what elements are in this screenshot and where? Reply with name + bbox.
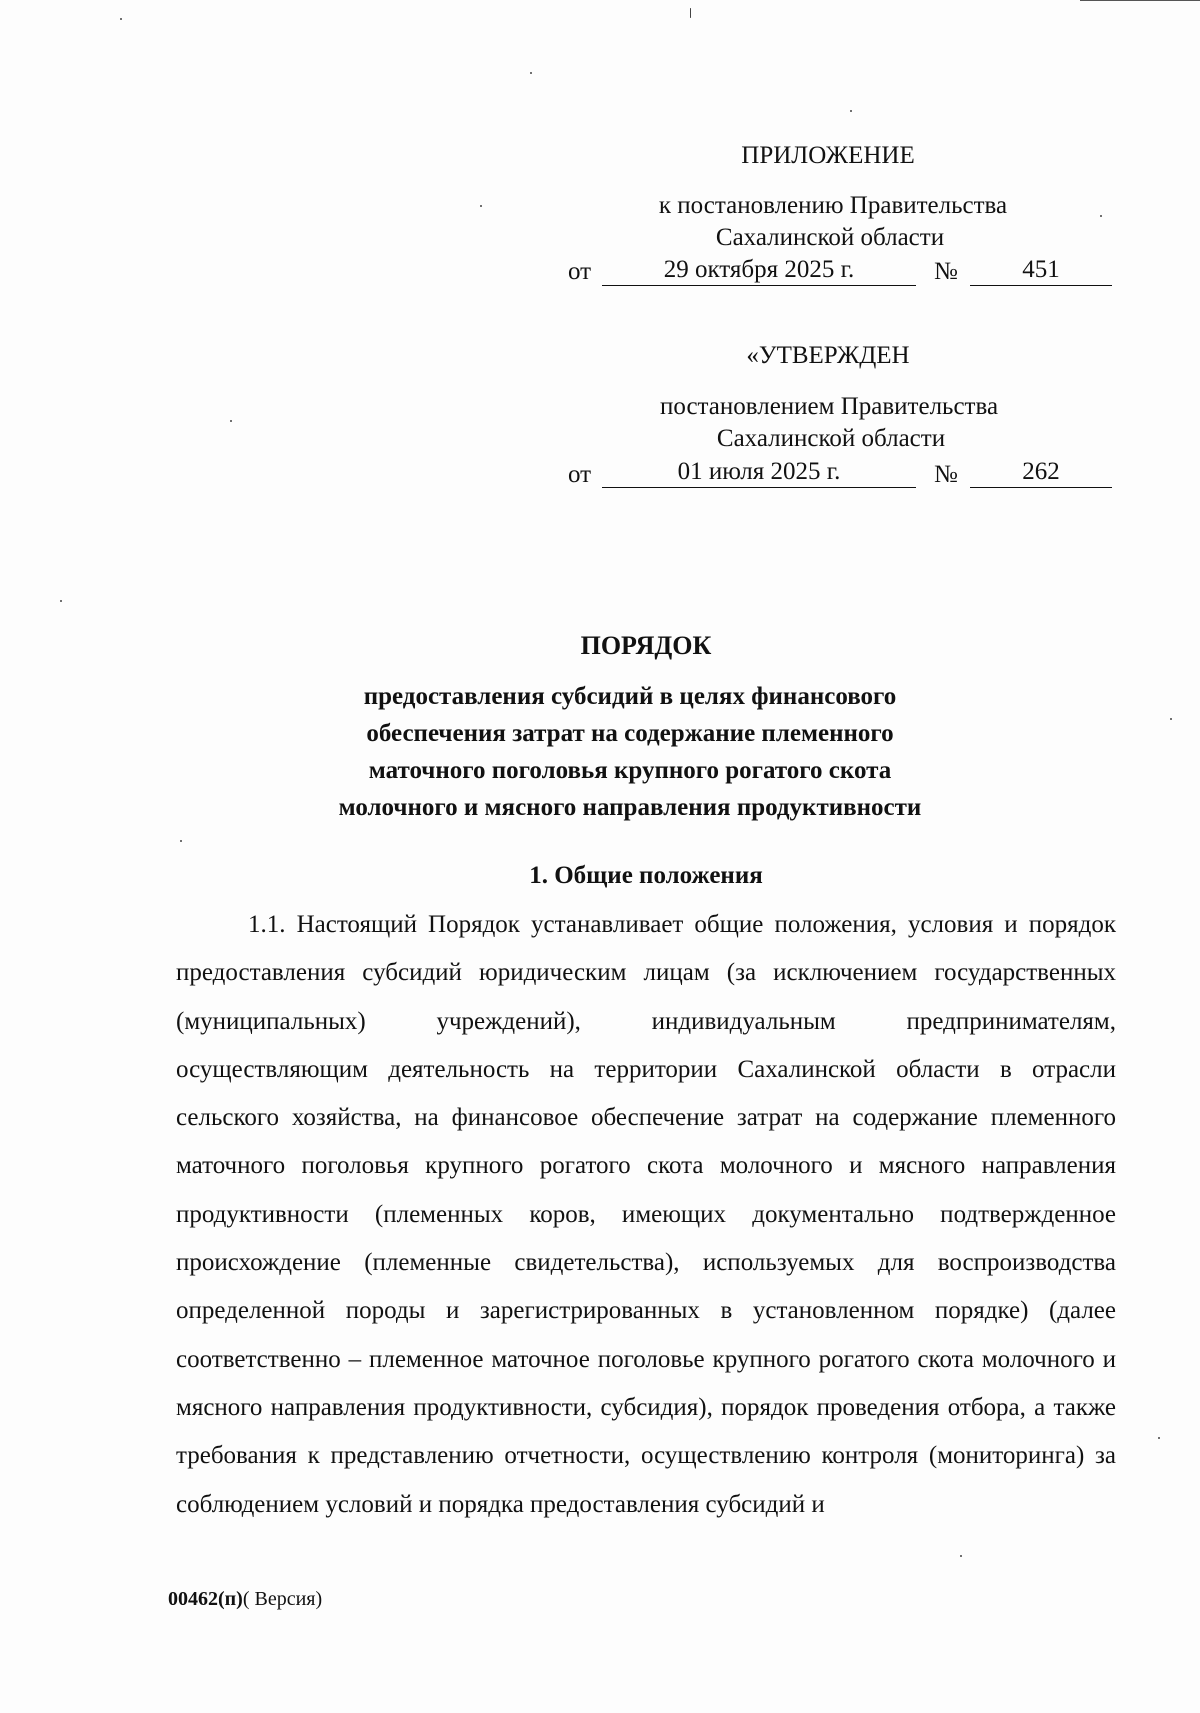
approved-number-field: 262	[970, 457, 1112, 488]
document-subtitle	[300, 678, 960, 826]
approved-from-label: от	[568, 461, 592, 488]
section-heading: 1. Общие положения	[529, 862, 763, 889]
document-footer	[168, 1588, 322, 1611]
scan-speck	[230, 420, 232, 422]
appendix-line-2: Сахалинской области	[715, 224, 945, 251]
approved-line-2: Сахалинской области	[716, 425, 946, 452]
scan-speck	[1100, 215, 1102, 217]
scan-speck	[1170, 718, 1172, 720]
scan-speck	[530, 72, 532, 74]
subtitle-line: молочного и мясного направления продуктивности	[338, 794, 922, 821]
document-title: ПОРЯДОК	[580, 631, 712, 660]
subtitle-line: предоставления субсидий в целях финансового	[363, 683, 897, 710]
subtitle-line: маточного поголовья крупного рогатого скота	[368, 757, 892, 784]
appendix-number-field: 451	[970, 255, 1112, 286]
appendix-from-label: от	[568, 258, 592, 285]
appendix-number-label: №	[934, 258, 958, 285]
scan-speck	[180, 840, 182, 842]
scan-speck	[480, 205, 482, 207]
appendix-date-field: 29 октября 2025 г.	[602, 255, 916, 286]
appendix-line-1: к постановлению Правительства	[658, 192, 1008, 219]
body-paragraph: 1.1. Настоящий Порядок устанавливает общие положения, условия и порядок предоставления субсидий юридическим лицам (за исключением государственных (муниципальных) учреждений), индивидуальным предпринимателям, осуществляющим деятельность на территории Сахалинской области в отрасли сельского хозяйства, на финансовое обеспечение затрат на содержание племенного маточного поголовья крупного рогатого скота молочного и мясного направления продуктивности (племенных коров, имеющих документально подтвержденное происхождение (племенные свидетельства), используемых для воспроизводства определенной породы и зарегистрированных в установленном порядке) (далее соответственно – племенное маточное поголовье крупного рогатого скота молочного и мясного направления продуктивности, субсидия), порядок проведения отбора, а также требования к представлению отчетности, осуществлению контроля (мониторинга) за соблюдением условий и порядка предоставления субсидий и	[176, 911, 1116, 1518]
subtitle-line: обеспечения затрат на содержание племенного	[366, 720, 894, 747]
approved-line-1: постановлением Правительства	[659, 393, 999, 420]
top-edge-rule	[1080, 0, 1200, 1]
appendix-title: ПРИЛОЖЕНИЕ	[741, 142, 915, 169]
approved-date-field: 01 июля 2025 г.	[602, 457, 916, 488]
approved-title: «УТВЕРЖДЕН	[746, 342, 910, 369]
scan-speck	[1158, 1437, 1160, 1439]
document-code: 00462(п)	[168, 1588, 243, 1610]
approved-number-label: №	[934, 461, 958, 488]
document-version: ( Версия)	[242, 1588, 323, 1610]
scan-speck	[120, 18, 122, 20]
scan-speck	[690, 8, 691, 18]
scan-speck	[60, 600, 62, 602]
scan-speck	[960, 1555, 962, 1557]
scan-speck	[850, 110, 852, 112]
